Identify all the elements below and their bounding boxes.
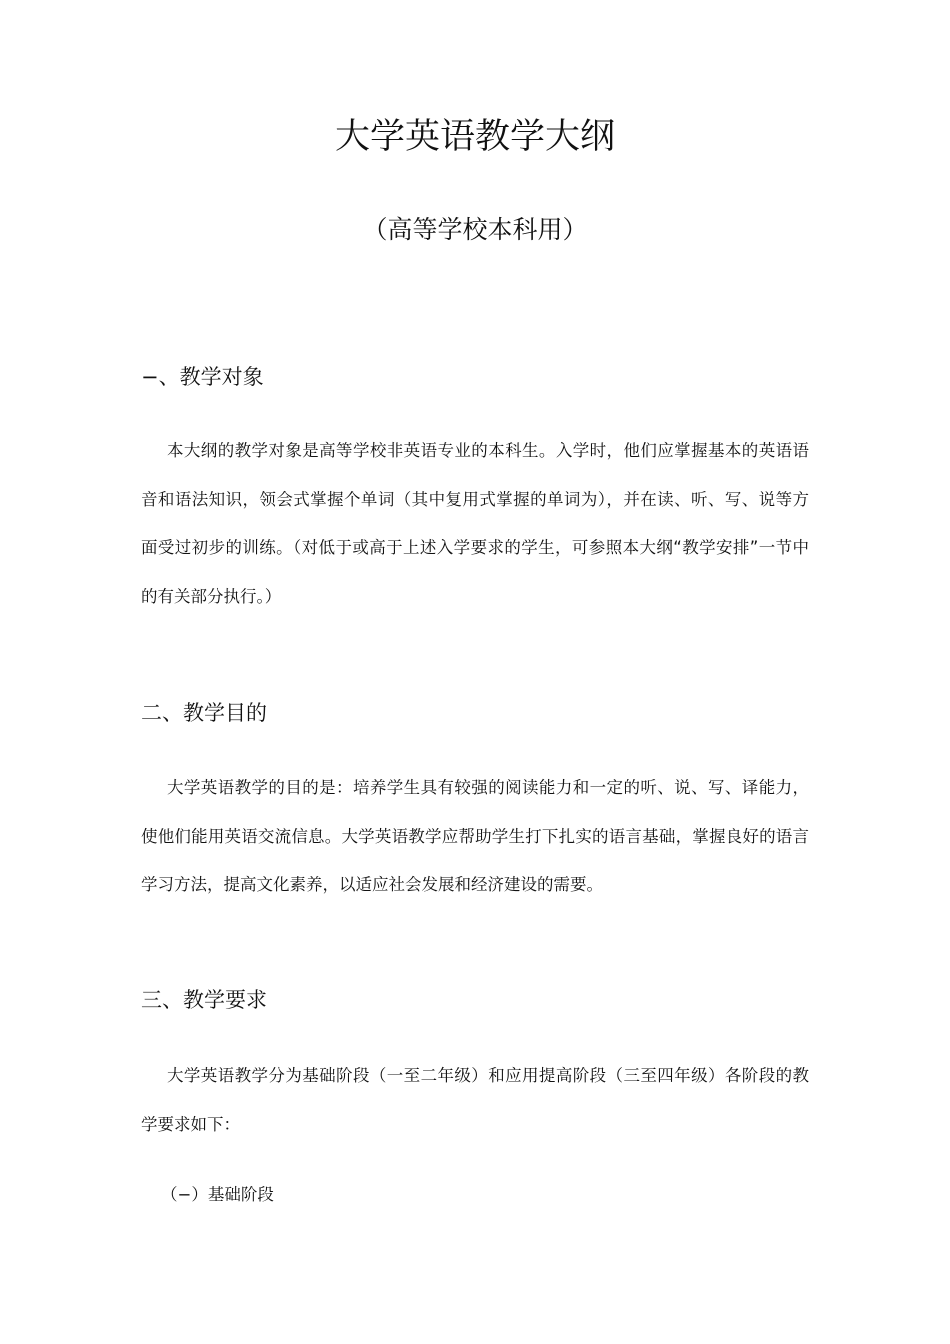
section-heading-teaching-target: −、教学对象 bbox=[141, 365, 264, 389]
section-paragraph-teaching-purpose: 大学英语教学的目的是：培养学生具有较强的阅读能力和一定的听、说、写、译能力，使他们能用英语交流信息。大学英语教学应帮助学生打下扎实的语言基础，掌握良好的语言学习方法，提高文化素养，以适应社会发展和经济建设的需要。 bbox=[141, 778, 809, 894]
document-subtitle: （高等学校本科用） bbox=[362, 215, 588, 244]
subsection-heading-basic-stage: （−）基础阶段 bbox=[161, 1185, 274, 1204]
section-heading-teaching-requirements: 三、教学要求 bbox=[141, 988, 267, 1012]
document-title: 大学英语教学大纲 bbox=[334, 117, 615, 157]
section-heading-teaching-purpose: 二、教学目的 bbox=[141, 701, 267, 725]
section-paragraph-teaching-target: 本大纲的教学对象是高等学校非英语专业的本科生。入学时，他们应掌握基本的英语语音和语法知识，领会式掌握个单词（其中复用式掌握的单词为），并在读、听、写、说等方面受过初步的训练。（对低于或高于上述入学要求的学生，可参照本大纲“教学安排”一节中的有关部分执行。） bbox=[141, 441, 809, 606]
section-paragraph-teaching-requirements: 大学英语教学分为基础阶段（一至二年级）和应用提高阶段（三至四年级）各阶段的教学要求如下： bbox=[141, 1066, 809, 1134]
